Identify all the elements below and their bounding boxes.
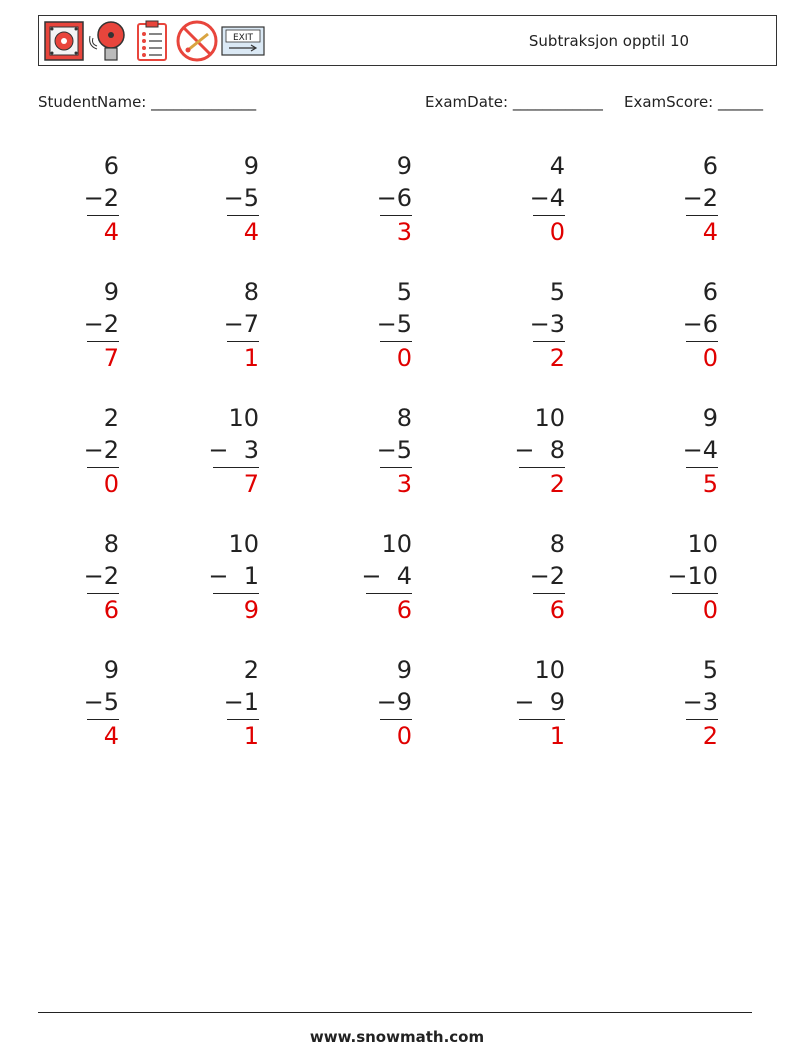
minuend: 10 (381, 530, 412, 558)
subtrahend: −2 (682, 184, 718, 212)
alarm-bell-icon (89, 20, 127, 62)
problem-item (322, 402, 412, 512)
answer: 6 (396, 596, 412, 624)
subtrahend: − 9 (514, 688, 565, 716)
minuend: 6 (702, 278, 718, 306)
problem-item (29, 402, 119, 512)
minuend: 2 (103, 404, 119, 432)
exam-score-field[interactable]: ExamScore: ______ (624, 93, 763, 111)
subtrahend: −9 (376, 688, 412, 716)
subtrahend: − 8 (514, 436, 565, 464)
answer: 0 (549, 218, 565, 246)
answer: 0 (103, 470, 119, 498)
checklist-icon (135, 20, 169, 62)
worksheet-header (38, 15, 777, 66)
problem-item (29, 528, 119, 638)
answer: 0 (702, 344, 718, 372)
answer: 4 (103, 722, 119, 750)
answer: 4 (243, 218, 259, 246)
answer: 0 (702, 596, 718, 624)
problem-item (628, 276, 718, 386)
subtrahend: −4 (682, 436, 718, 464)
minuend: 6 (103, 152, 119, 180)
minuend: 8 (549, 530, 565, 558)
answer: 7 (103, 344, 119, 372)
minuend: 10 (534, 656, 565, 684)
problem-item (475, 654, 565, 764)
answer: 2 (549, 470, 565, 498)
problem-item (29, 150, 119, 260)
subtrahend: −4 (529, 184, 565, 212)
problem-item (475, 276, 565, 386)
answer: 7 (243, 470, 259, 498)
answer: 3 (396, 470, 412, 498)
answer: 9 (243, 596, 259, 624)
subtrahend: −5 (83, 688, 119, 716)
subtrahend: −2 (83, 436, 119, 464)
problem-item (169, 276, 259, 386)
minuend: 8 (243, 278, 259, 306)
answer: 0 (396, 344, 412, 372)
minuend: 10 (687, 530, 718, 558)
minuend: 5 (702, 656, 718, 684)
problem-item (628, 528, 718, 638)
minuend: 9 (243, 152, 259, 180)
subtrahend: −2 (83, 184, 119, 212)
minuend: 2 (243, 656, 259, 684)
minuend: 10 (228, 530, 259, 558)
answer: 0 (396, 722, 412, 750)
answer: 6 (103, 596, 119, 624)
minuend: 5 (396, 278, 412, 306)
exit-sign-icon (221, 26, 265, 68)
answer: 3 (396, 218, 412, 246)
fire-alarm-icon (43, 20, 85, 62)
worksheet-title: Subtraksjon opptil 10 (528, 32, 690, 50)
minuend: 9 (702, 404, 718, 432)
answer: 1 (243, 722, 259, 750)
problem-item (628, 150, 718, 260)
subtrahend: − 1 (208, 562, 259, 590)
minuend: 4 (549, 152, 565, 180)
answer: 4 (103, 218, 119, 246)
problem-item (169, 528, 259, 638)
problem-item (169, 150, 259, 260)
problem-item (475, 150, 565, 260)
answer: 6 (549, 596, 565, 624)
minuend: 9 (103, 656, 119, 684)
subtrahend: −5 (376, 310, 412, 338)
problem-item (322, 528, 412, 638)
answer: 4 (702, 218, 718, 246)
subtrahend: − 3 (208, 436, 259, 464)
exit-sign-text: EXIT (232, 33, 254, 43)
subtrahend: −2 (83, 310, 119, 338)
answer: 1 (549, 722, 565, 750)
student-name-field[interactable]: StudentName: ______________ (38, 93, 257, 111)
subtrahend: −10 (667, 562, 718, 590)
subtrahend: −3 (682, 688, 718, 716)
problem-item (628, 402, 718, 512)
subtrahend: −7 (223, 310, 259, 338)
problem-item (322, 654, 412, 764)
subtrahend: −5 (223, 184, 259, 212)
minuend: 9 (103, 278, 119, 306)
subtrahend: −5 (376, 436, 412, 464)
subtrahend: −1 (223, 688, 259, 716)
subtrahend: −6 (376, 184, 412, 212)
minuend: 8 (103, 530, 119, 558)
problem-item (322, 150, 412, 260)
problem-item (169, 402, 259, 512)
minuend: 10 (228, 404, 259, 432)
answer: 2 (549, 344, 565, 372)
answer: 1 (243, 344, 259, 372)
problem-item (29, 654, 119, 764)
problem-item (628, 654, 718, 764)
footer-website: www.snowmath.com (309, 1028, 485, 1046)
problem-item (322, 276, 412, 386)
no-fire-icon (175, 20, 219, 62)
problem-item (475, 402, 565, 512)
subtrahend: −2 (529, 562, 565, 590)
answer: 2 (702, 722, 718, 750)
minuend: 5 (549, 278, 565, 306)
problem-item (169, 654, 259, 764)
problem-item (29, 276, 119, 386)
minuend: 10 (534, 404, 565, 432)
subtrahend: − 4 (361, 562, 412, 590)
minuend: 6 (702, 152, 718, 180)
subtrahend: −2 (83, 562, 119, 590)
subtrahend: −6 (682, 310, 718, 338)
answer: 5 (702, 470, 718, 498)
minuend: 8 (396, 404, 412, 432)
problem-item (475, 528, 565, 638)
footer-divider (38, 1012, 752, 1013)
minuend: 9 (396, 656, 412, 684)
subtrahend: −3 (529, 310, 565, 338)
minuend: 9 (396, 152, 412, 180)
exam-date-field[interactable]: ExamDate: ____________ (425, 93, 603, 111)
